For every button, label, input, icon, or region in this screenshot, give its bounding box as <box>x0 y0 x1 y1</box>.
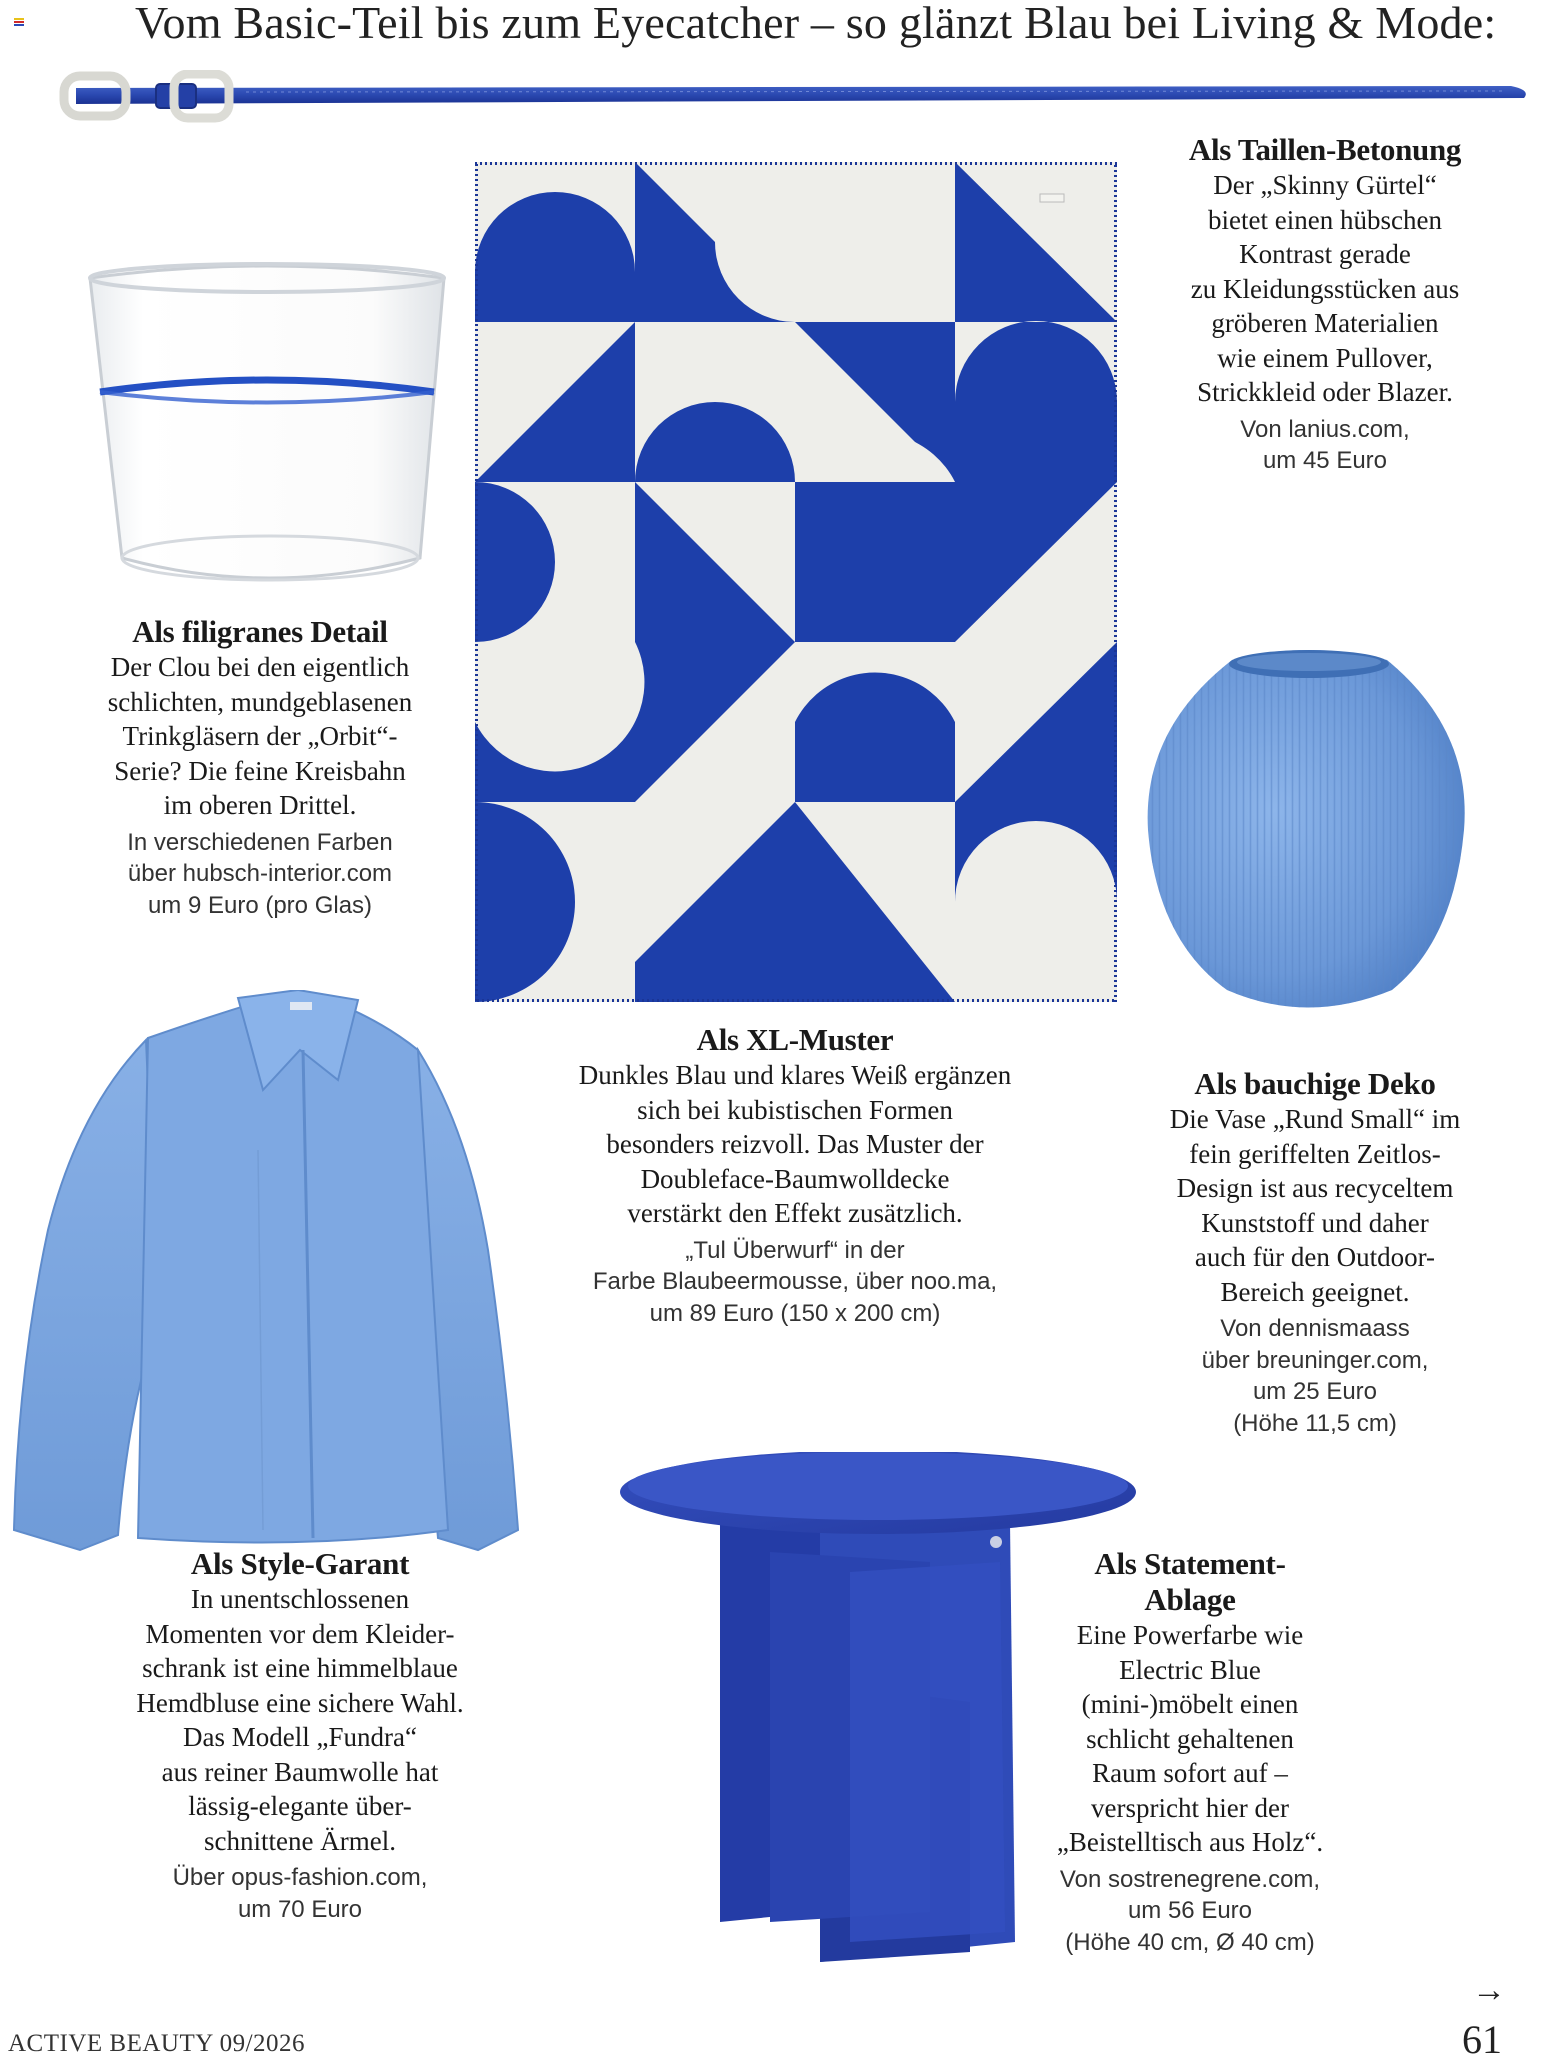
table-body-line: Raum sofort auf – <box>1092 1758 1288 1788</box>
belt-body-line: Kontrast gerade <box>1239 239 1411 269</box>
shirt-body-line: Momenten vor dem Kleider- <box>145 1618 455 1649</box>
blanket-source-line: „Tul Überwurf“ in der <box>685 1236 905 1264</box>
vase-body-line: Die Vase „Rund Small“ im <box>1169 1104 1461 1134</box>
blanket-body-line: verstärkt den Effekt zusätzlich. <box>627 1198 963 1228</box>
vase-body-line: Bereich geeignet. <box>1220 1276 1410 1307</box>
page-headline: Vom Basic-Teil bis zum Eyecatcher – so glänzt Blau bei Living & Mode: <box>135 0 1497 48</box>
belt-body-line: bietet einen hübschen <box>1208 204 1442 235</box>
color-mark-icon <box>14 18 24 25</box>
page-number: 61 <box>1462 2017 1502 2062</box>
vase-title: Als bauchige Deko <box>1194 1066 1436 1101</box>
belt-text-block <box>1165 132 1485 477</box>
shirt-body-line: Das Modell „Fundra“ <box>183 1722 417 1752</box>
glass-body-line: Serie? Die feine Kreisbahn <box>114 755 406 786</box>
blanket-body-line: besonders reizvoll. Das Muster der <box>606 1129 984 1159</box>
glass-body-line: schlichten, mundgeblasenen <box>107 686 413 717</box>
vase-source-line: Von dennismaass <box>1220 1315 1410 1342</box>
glass-image <box>82 258 452 598</box>
blanket-source-line: um 89 Euro (150 x 200 cm) <box>649 1299 941 1327</box>
magazine-issue: ACTIVE BEAUTY 09/2026 <box>8 2030 306 2057</box>
next-page-arrow-icon[interactable]: → <box>1472 1972 1506 2009</box>
vase-source-line: um 25 Euro <box>1252 1378 1378 1405</box>
blanket-body-line: Doubleface-Baumwolldecke <box>640 1163 950 1194</box>
shirt-body-line: aus reiner Baumwolle hat <box>161 1756 439 1787</box>
vase-body-line: auch für den Outdoor- <box>1194 1242 1436 1272</box>
blanket-source-line: Farbe Blaubeermousse, über noo.ma, <box>592 1268 998 1295</box>
shirt-body-line: In unentschlossenen <box>190 1584 410 1614</box>
glass-title: Als filigranes Detail <box>132 614 388 649</box>
glass-source-line: um 9 Euro (pro Glas) <box>147 891 373 919</box>
vase-body-line: fein geriffelten Zeitlos- <box>1189 1138 1441 1169</box>
table-body-line: Electric Blue <box>1119 1654 1261 1685</box>
table-source-line: um 56 Euro <box>1127 1897 1253 1924</box>
glass-source-line: In verschiedenen Farben <box>127 828 393 856</box>
vase-body-line: Kunststoff und daher <box>1201 1207 1429 1238</box>
table-source-line: Von sostrenegrene.com, <box>1059 1865 1321 1893</box>
table-body-line: (mini-)möbelt einen <box>1081 1689 1299 1719</box>
glass-source-line: über hubsch-interior.com <box>127 860 393 887</box>
shirt-source-line: Über opus-fashion.com, <box>172 1864 428 1891</box>
table-title-line: Ablage <box>1144 1582 1236 1617</box>
vase-source-line: über breuninger.com, <box>1201 1346 1429 1374</box>
shirt-body-line: schrank ist eine himmelblaue <box>142 1653 458 1683</box>
table-body-line: „Beistelltisch aus Holz“. <box>1056 1827 1324 1857</box>
table-text-block <box>1035 1546 1345 1958</box>
blanket-title: Als XL-Muster <box>696 1022 894 1057</box>
glass-body-line: im oberen Drittel. <box>163 790 357 820</box>
vase-text-block <box>1150 1066 1480 1439</box>
shirt-body-line: Hemdbluse eine sichere Wahl. <box>136 1687 464 1718</box>
glass-body-line: Trinkgläsern der „Orbit“- <box>122 721 398 751</box>
belt-title: Als Taillen-Betonung <box>1188 132 1462 167</box>
glass-text-block <box>70 614 450 921</box>
vase-image <box>1142 640 1472 1020</box>
table-body-line: verspricht hier der <box>1091 1792 1289 1823</box>
belt-source-line: Von lanius.com, <box>1240 415 1410 443</box>
belt-body-line: Strickkleid oder Blazer. <box>1197 377 1453 407</box>
blanket-body-line: Dunkles Blau und klares Weiß ergänzen <box>578 1060 1012 1090</box>
shirt-title: Als Style-Garant <box>190 1546 410 1581</box>
belt-source-line: um 45 Euro <box>1262 447 1388 474</box>
shirt-body-line: lässig-elegante über- <box>188 1791 412 1821</box>
table-body-line: Eine Powerfarbe wie <box>1076 1620 1304 1650</box>
vase-body-line: Design ist aus recyceltem <box>1176 1173 1454 1203</box>
vase-source-line: (Höhe 11,5 cm) <box>1233 1409 1397 1437</box>
table-body-line: schlicht gehaltenen <box>1086 1723 1294 1754</box>
belt-body-line: gröberen Materialien <box>1211 308 1439 338</box>
shirt-image <box>8 990 538 1560</box>
blanket-body-line: sich bei kubistischen Formen <box>637 1094 953 1125</box>
glass-body-line: Der Clou bei den eigentlich <box>110 652 410 682</box>
shirt-source-line: um 70 Euro <box>237 1895 363 1923</box>
belt-body-line: Der „Skinny Gürtel“ <box>1213 170 1437 200</box>
table-title-line: Als Statement- <box>1094 1546 1286 1581</box>
belt-body-line: zu Kleidungsstücken aus <box>1190 273 1460 304</box>
table-title <box>1035 1546 1345 1618</box>
belt-image <box>56 70 1536 130</box>
blanket-text-block <box>545 1022 1045 1329</box>
blanket-image <box>475 162 1117 1002</box>
belt-body-line: wie einem Pullover, <box>1217 342 1433 373</box>
table-source-line: (Höhe 40 cm, Ø 40 cm) <box>1065 1928 1315 1956</box>
shirt-text-block <box>100 1546 500 1925</box>
shirt-body-line: schnittene Ärmel. <box>204 1825 396 1856</box>
